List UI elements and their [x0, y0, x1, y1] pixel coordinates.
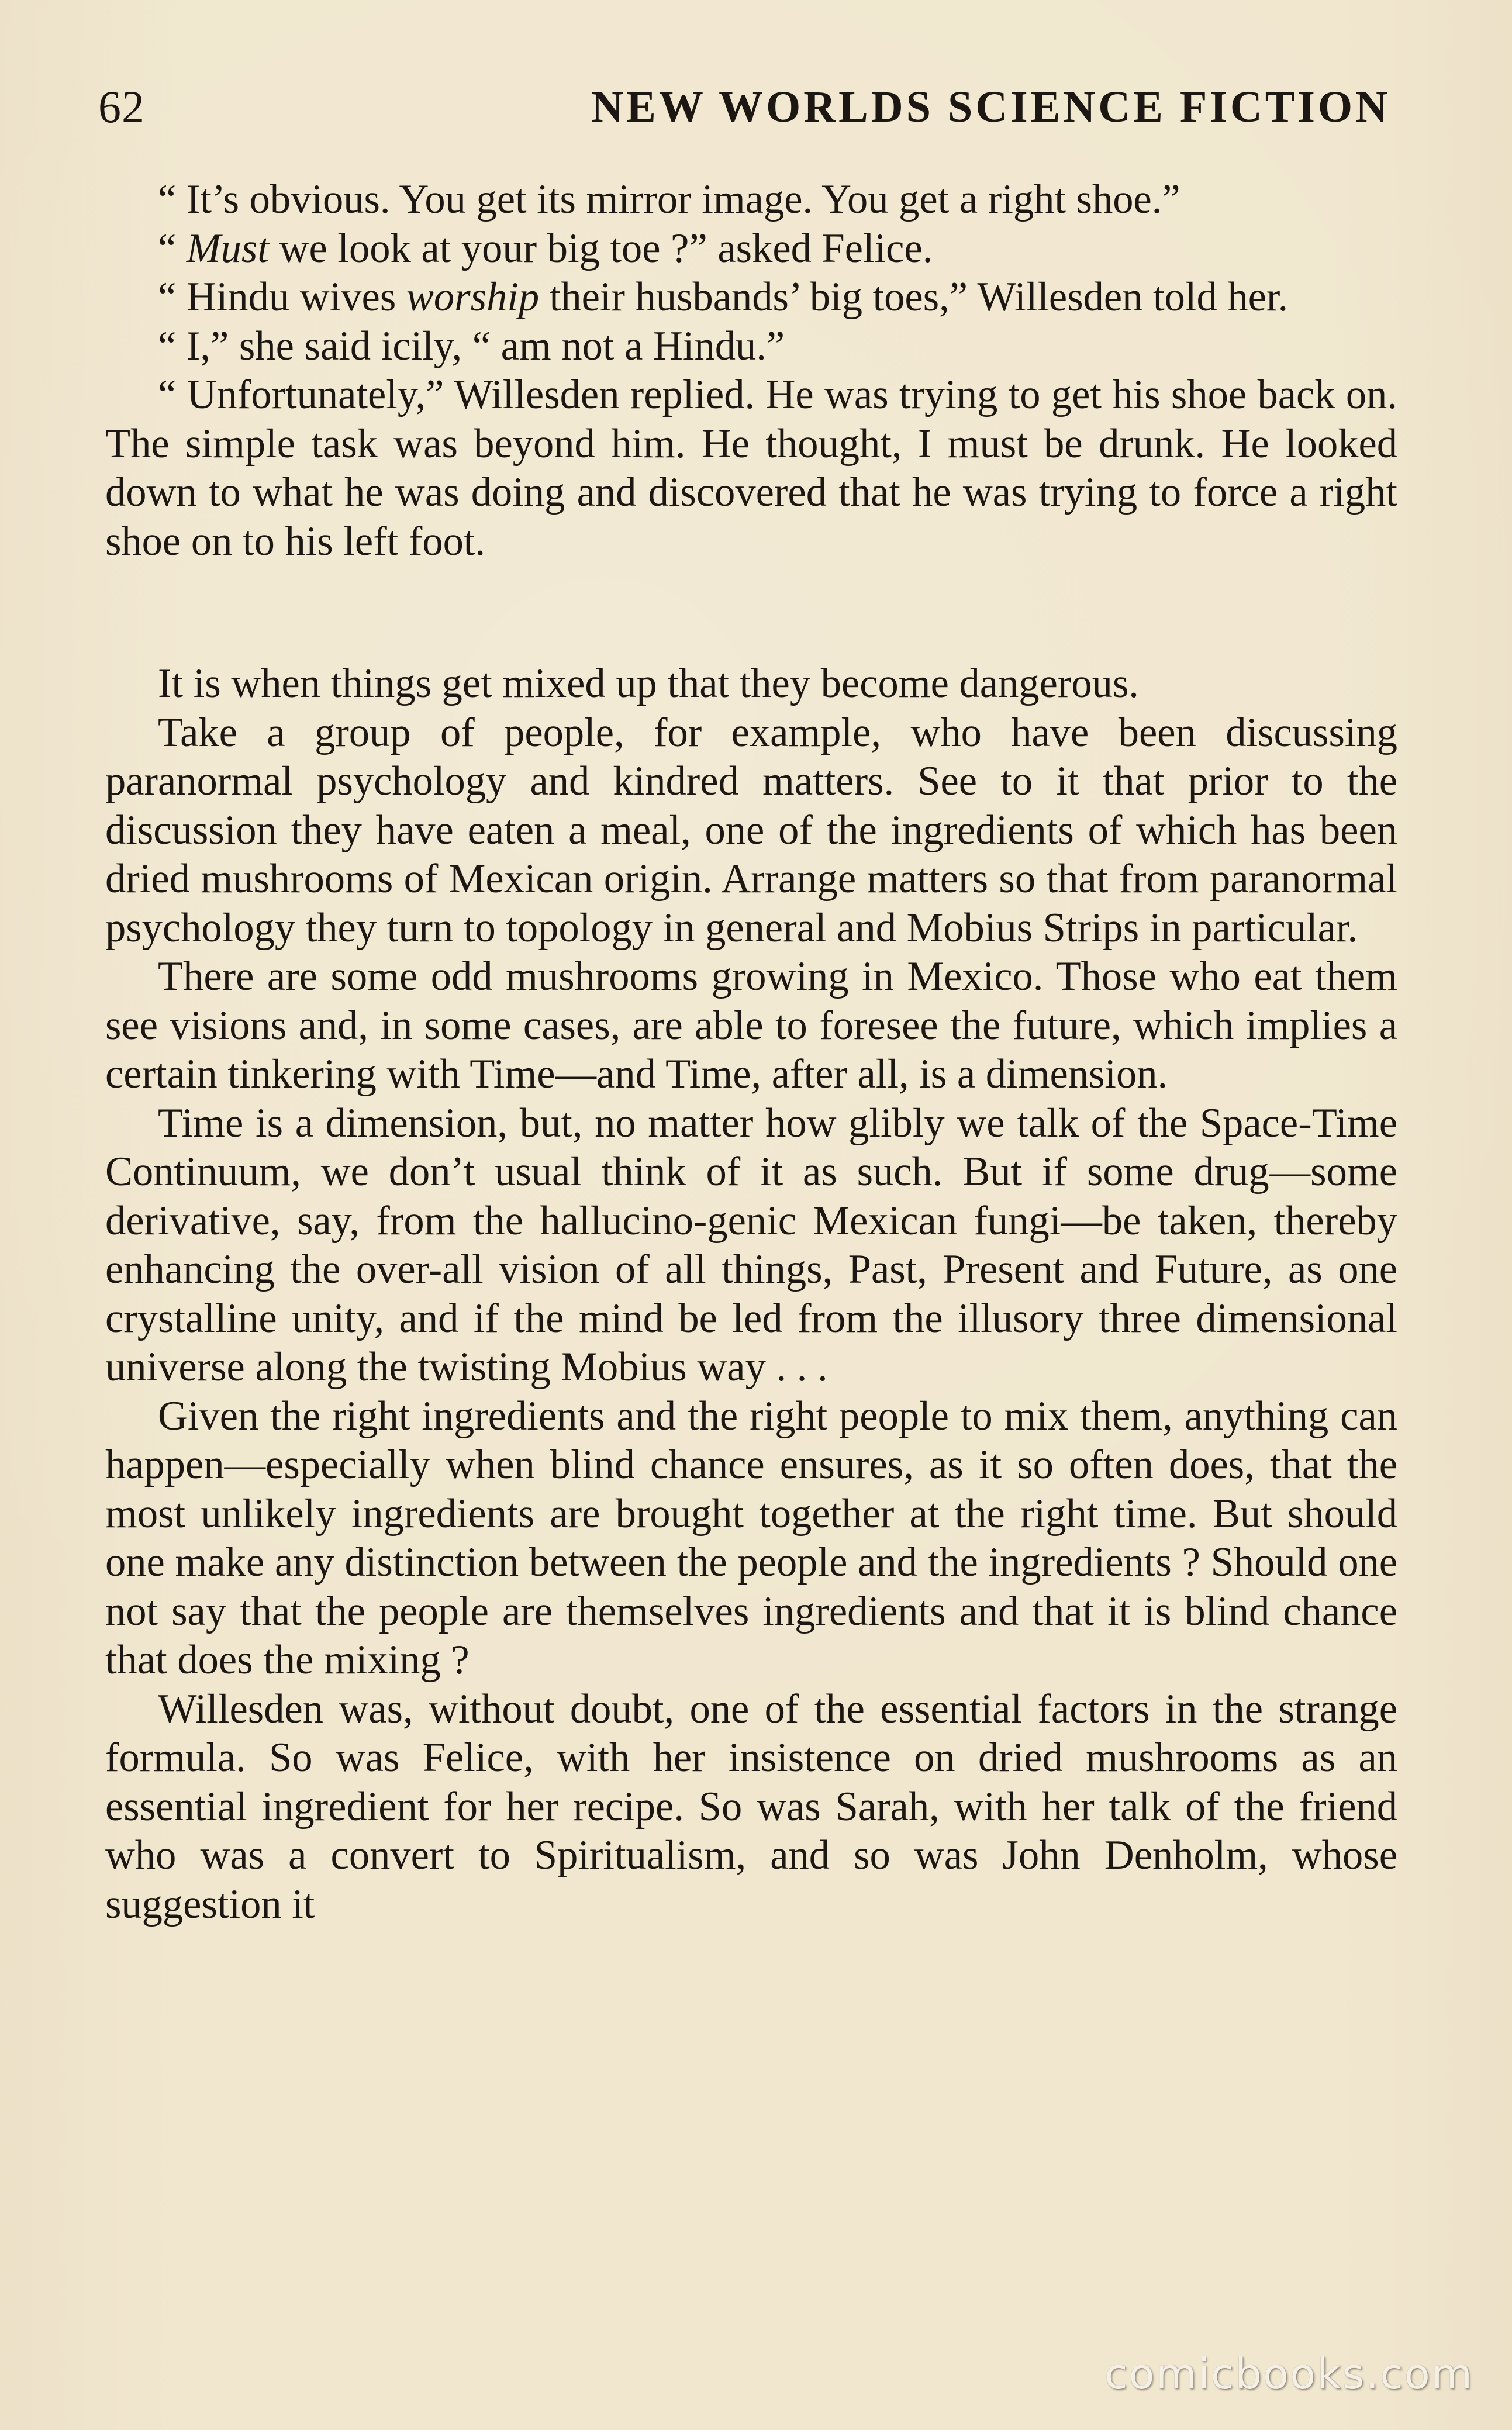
running-title: NEW WORLDS SCIENCE FICTION — [591, 82, 1390, 132]
text-segment: “ Unfortunately,” Willesden replied. He was trying to get his shoe back on. The simple task was beyond him. He thought, I must be drunk. He looked down to what he was doing and discovered that he was trying to force a right shoe on to his left foot. — [105, 372, 1397, 564]
text-segment: “ I,” she said icily, “ am not a Hindu.” — [158, 323, 785, 369]
body-paragraph — [105, 322, 1397, 371]
text-segment: Time is a dimension, but, no matter how glibly we talk of the Space-Time Continuum, we don’t usual think of it as such. But if some drug—some derivative, say, from the hallucino-genic Mexican fungi—be taken, thereby enhancing the over-all vision of all things, Past, Present and Future, as one crystalline unity, and if the mind be led from the illusory three dimensional universe along the twisting Mobius way . . . — [105, 1100, 1397, 1390]
body-paragraph — [105, 660, 1397, 709]
italic-text: Must — [186, 225, 269, 271]
body-paragraph — [105, 273, 1397, 322]
body-paragraph — [105, 371, 1397, 566]
body-paragraph — [105, 1392, 1397, 1685]
body-text — [105, 175, 1397, 1929]
body-paragraph — [105, 1685, 1397, 1929]
text-segment: “ — [158, 225, 187, 271]
text-segment: we look at your big toe ?” asked Felice. — [268, 225, 933, 271]
text-segment: Take a group of people, for example, who have been discussing paranormal psychology and kindred matters. See to it that prior to the discussion they have eaten a meal, one of the ingredients of which has been dried mushrooms of Mexican origin. Arrange matters so that from paranormal psychology they turn to topology in general and Mobius Strips in particular. — [105, 709, 1397, 951]
text-segment: “ It’s obvious. You get its mirror image. You get a right shoe.” — [158, 177, 1180, 222]
italic-text: worship — [406, 274, 540, 320]
watermark: comicbooks.com — [1104, 2349, 1473, 2398]
text-segment: “ Hindu wives — [158, 274, 406, 320]
page-number: 62 — [98, 81, 145, 132]
text-segment: Willesden was, without doubt, one of the essential factors in the strange formula. So was Felice, with her insistence on dried mushrooms as an essential ingredient for her recipe. So was Sarah, with her talk of the friend who was a convert to Spiritualism, and so was John Denholm, whose suggestion it — [105, 1686, 1397, 1927]
body-paragraph — [105, 952, 1397, 1099]
body-paragraph — [105, 709, 1397, 953]
body-paragraph — [105, 225, 1397, 274]
text-segment: their husbands’ big toes,” Willesden told her. — [539, 274, 1289, 320]
page-header — [98, 75, 1390, 139]
text-segment: Given the right ingredients and the right people to mix them, anything can happen—especially when blind chance ensures, as it so often does, that the most unlikely ingredients are brought together at the right time. But should one make any distinction between the people and the ingredients ? Should one not say that the people are themselves ingredients and that it is blind chance that does the mixing ? — [105, 1393, 1397, 1683]
body-paragraph — [105, 1099, 1397, 1392]
body-paragraph — [105, 175, 1397, 225]
text-segment: It is when things get mixed up that they become dangerous. — [158, 661, 1139, 706]
text-segment: There are some odd mushrooms growing in Mexico. Those who eat them see visions and, in some cases, are able to foresee the future, which implies a certain tinkering with Time—and Time, after all, is a dimension. — [105, 954, 1397, 1097]
